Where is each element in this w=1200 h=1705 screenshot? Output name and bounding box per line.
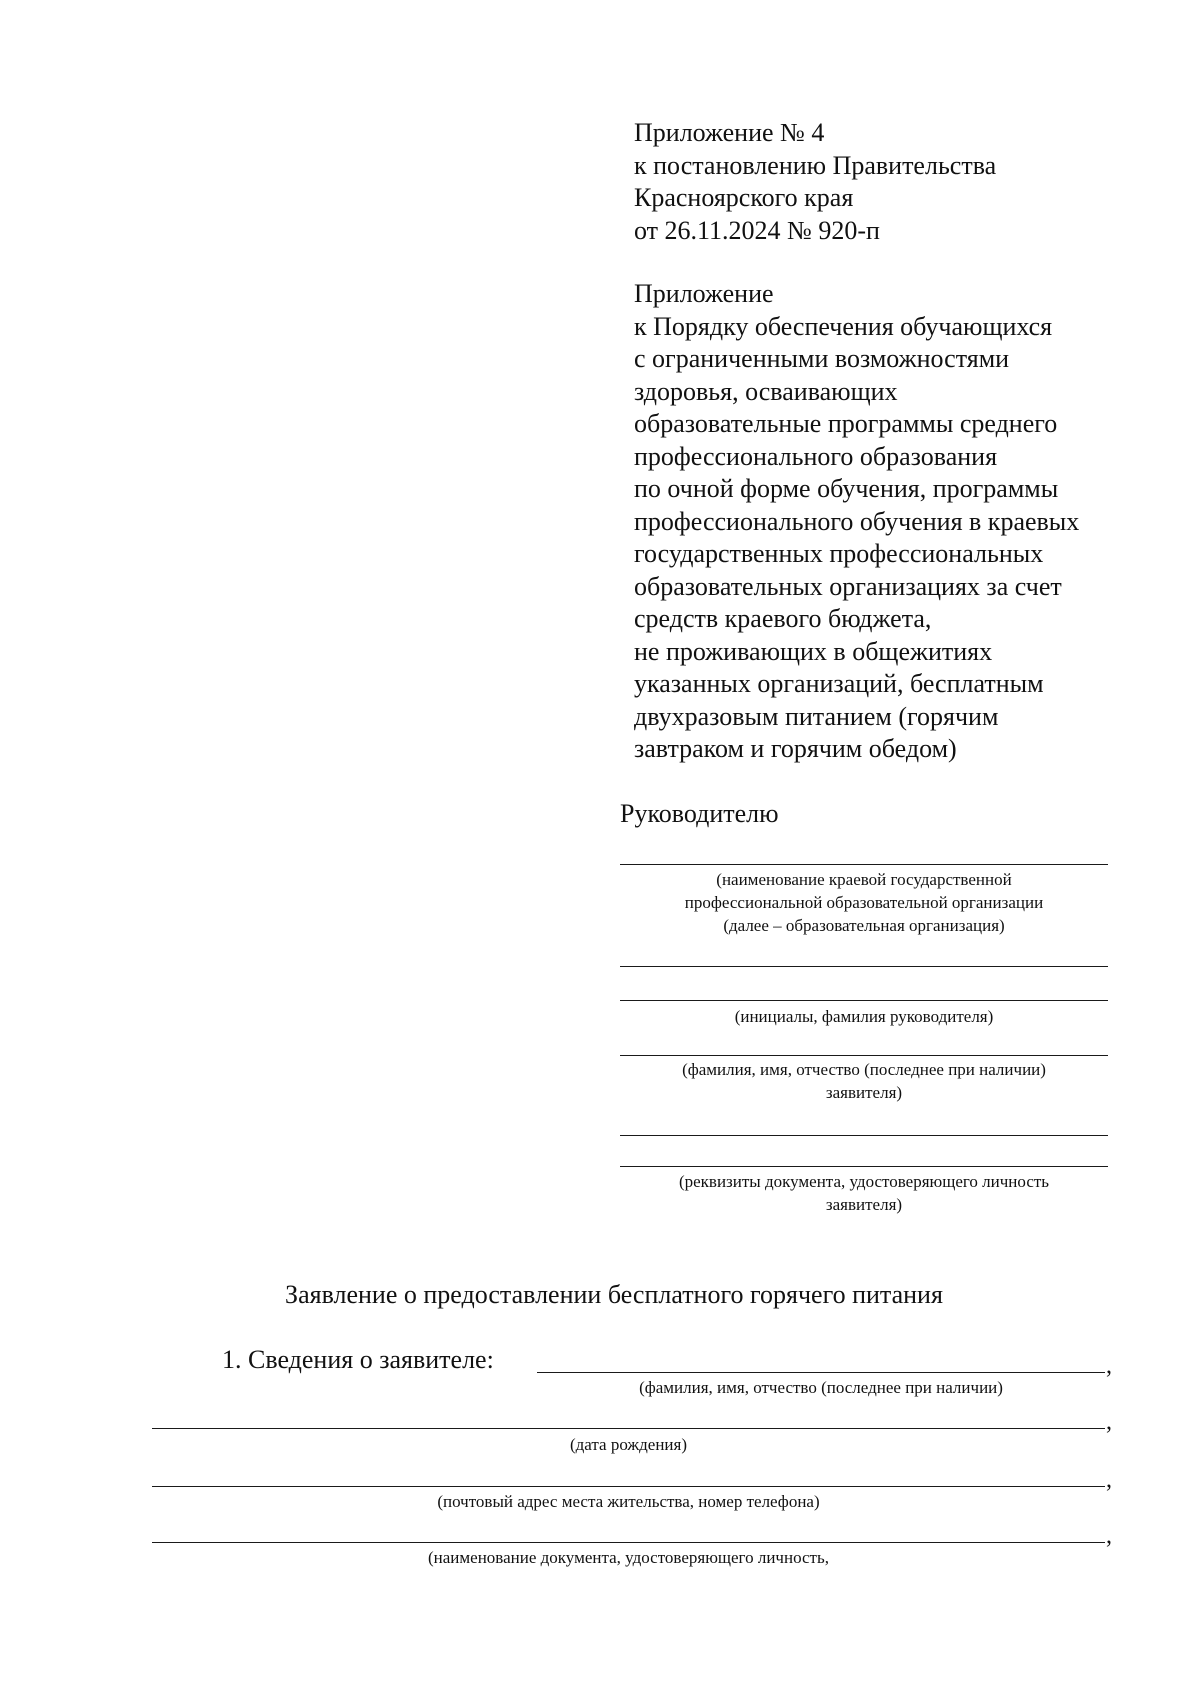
head-name-line [620,1000,1108,1001]
dob-comma: , [1106,1409,1112,1435]
org-name-line-2 [620,966,1108,967]
header-line: профессионального образования [634,441,998,471]
document-caption: (наименование документа, удостоверяющего личность, [428,1548,829,1567]
header-line: профессионального обучения в краевых [634,506,1080,536]
header-line: государственных профессиональных [634,539,1044,568]
header-line: Приложение № 4 [634,118,825,147]
header-line: Красноярского края [634,183,854,212]
statement-title: Заявление о предоставлении бесплатного горячего питания [285,1280,943,1309]
header-line: Приложение [634,279,774,308]
header-line: не проживающих в общежитиях [634,636,993,666]
item-1-label: 1. Сведения о заявителе: [222,1345,494,1374]
header-line: указанных организаций, бесплатным [634,669,1044,698]
addressee-title: Руководителю [620,799,779,828]
fio-fill-line [537,1372,1105,1373]
org-name-caption: (наименование краевой государственной профессиональной образовательной организации (далее – образовательная организация) [684,870,1044,935]
document-comma: , [1106,1523,1112,1549]
address-fill-line [152,1486,1105,1487]
header-line: образовательные программы среднего [634,409,1058,438]
applicant-id-caption: (реквизиты документа, удостоверяющего личность заявителя) [678,1172,1050,1214]
appendix-procedure-header [634,278,1079,766]
address-comma: , [1106,1467,1112,1493]
fio-caption: (фамилия, имя, отчество (последнее при наличии) [639,1378,1003,1397]
appendix-4-header [634,117,996,247]
dob-caption: (дата рождения) [569,1435,688,1454]
applicant-name-line [620,1055,1108,1056]
address-caption: (почтовый адрес места жительства, номер телефона) [437,1492,820,1511]
header-line: завтраком и горячим обедом) [634,734,957,763]
applicant-id-line-2 [620,1166,1108,1167]
org-name-line [620,864,1108,865]
applicant-name-caption: (фамилия, имя, отчество (последнее при наличии) заявителя) [682,1060,1046,1102]
header-line: средств краевого бюджета, [634,604,932,633]
header-line: от 26.11.2024 № 920-п [634,215,880,245]
header-line: здоровья, осваивающих [634,376,898,406]
header-line: к Порядку обеспечения обучающихся [634,311,1053,341]
fio-comma: , [1106,1353,1112,1379]
document-fill-line [152,1542,1105,1543]
head-name-caption: (инициалы, фамилия руководителя) [734,1007,994,1026]
header-line: по очной форме обучения, программы [634,474,1059,503]
header-line: образовательных организациях за счет [634,571,1062,601]
dob-fill-line [152,1428,1105,1429]
header-line: к постановлению Правительства [634,150,997,180]
applicant-id-line-1 [620,1135,1108,1136]
header-line: с ограниченными возможностями [634,344,1010,373]
header-line: двухразовым питанием (горячим [634,701,999,731]
